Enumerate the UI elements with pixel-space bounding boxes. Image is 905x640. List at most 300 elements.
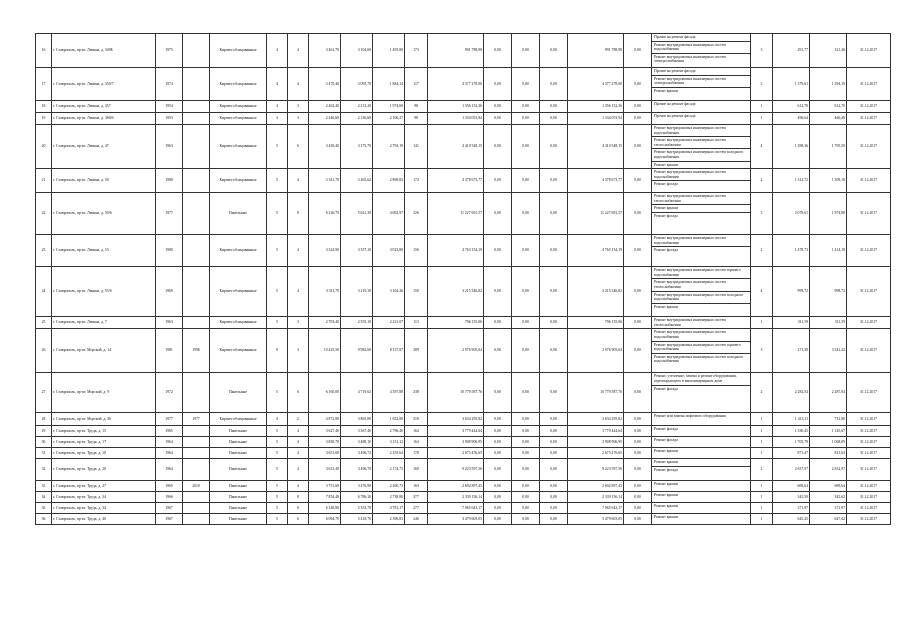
cell-max-unit-cost: 2 287,04 (810, 373, 847, 413)
table-row (36, 68, 891, 101)
cell-living-area: 3 367,40 (341, 426, 373, 437)
cell-living-area: 3 219,10 (341, 267, 373, 317)
table-row (36, 426, 891, 437)
cell-floors: 9 (267, 329, 288, 373)
cell-repair-cost: 9 223 597,56 (428, 459, 484, 481)
cell-build-year: 1967 (156, 514, 183, 525)
cell-owners-funds: 2 692 897,45 (568, 481, 624, 492)
cell-residents: 164 (405, 426, 428, 437)
work-item: Ремонт фасада (654, 182, 678, 187)
cell-owners-funds: 2 339 156,14 (568, 492, 624, 503)
cell-entrances: 4 (288, 459, 309, 481)
cell-floors: 4 (267, 68, 288, 101)
work-item: Ремонт фасада (654, 213, 678, 218)
work-item: Ремонт внутридомовых инженерных систем холодного водоснабжения (654, 354, 744, 364)
cell-build-year: 1954 (156, 101, 183, 113)
cell-works-count: 1 (751, 101, 773, 113)
cell-completion-date: 31.12.2017 (847, 101, 891, 113)
table-row (36, 373, 891, 413)
cell-entrances: 4 (288, 235, 309, 267)
cell-budget-share: 0,00 (512, 125, 540, 169)
cell-budget-share: 0,00 (512, 329, 540, 373)
cell-fund-share: 0,00 (484, 193, 512, 235)
cell-unit-cost: 645,45 (773, 514, 810, 525)
cell-other-funds: 0,00 (624, 459, 652, 481)
cell-other-funds: 0,00 (624, 481, 652, 492)
cell-max-unit-cost: 1 394,19 (810, 68, 847, 101)
cell-build-year: 1964 (156, 437, 183, 448)
cell-repair-cost: 2 692 897,45 (428, 481, 484, 492)
cell-total-area: 2 462,40 (309, 101, 341, 113)
cell-total-area: 3 461,70 (309, 34, 341, 68)
cell-completion-date: 31.12.2017 (847, 503, 891, 514)
cell-row-number: 36 (36, 514, 52, 525)
cell-works (652, 437, 751, 448)
cell-wall-material: Кирпич-облицованные (210, 101, 267, 113)
cell-fund-share: 0,00 (484, 317, 512, 329)
cell-budget-share: 0,00 (512, 267, 540, 317)
cell-reconstruction-year (183, 373, 210, 413)
cell-other-funds: 0,00 (624, 235, 652, 267)
cell-works (652, 426, 751, 437)
cell-residents: 246 (405, 514, 428, 525)
cell-wall-material: Панельные (210, 373, 267, 413)
cell-living-area: 3 476,90 (341, 481, 373, 492)
work-item: Ремонт или замена лифтового оборудования (654, 414, 726, 419)
cell-fund-share: 0,00 (484, 68, 512, 101)
cell-budget-share: 0,00 (512, 193, 540, 235)
cell-fund-share: 0,00 (484, 492, 512, 503)
table-row (36, 448, 891, 459)
work-item: Прочие на ремонт фасада (654, 102, 696, 106)
cell-unit-cost: 496,64 (773, 113, 810, 125)
cell-address: г. Ставрополь, пр-кт. Ленина, д. 350/7 (52, 68, 156, 101)
cell-living-area: 5 353,70 (341, 503, 373, 514)
cell-local-share: 0,00 (540, 193, 568, 235)
cell-reconstruction-year: 2010 (183, 481, 210, 492)
cell-address: г. Ставрополь, пр-кт. Ленина, д. 47 (52, 125, 156, 169)
cell-budget-share: 0,00 (512, 413, 540, 426)
cell-residents: 173 (405, 34, 428, 68)
table-row (36, 193, 891, 235)
cell-wall-material: Панельные (210, 481, 267, 492)
cell-total-area: 4 872,88 (309, 413, 341, 426)
cell-local-share: 0,00 (540, 34, 568, 68)
cell-budget-share: 0,00 (512, 68, 540, 101)
cell-works (652, 317, 751, 329)
cell-local-share: 0,00 (540, 459, 568, 481)
cell-entrances: 8 (288, 492, 309, 503)
cell-residents: 389 (405, 329, 428, 373)
cell-address: г. Ставрополь, пр-кт. Ленина, д. 50/6 (52, 193, 156, 235)
cell-row-number: 27 (36, 373, 52, 413)
cell-works-count: 1 (751, 448, 773, 459)
cell-works (652, 373, 751, 413)
table-row (36, 235, 891, 267)
cell-owners-funds: 1 356 152,36 (568, 101, 624, 113)
cell-unit-cost: 999,72 (773, 267, 810, 317)
work-item: Ремонт внутридомовых инженерных систем горячего водоснабжения (652, 342, 750, 354)
cell-total-area: 3 311,70 (309, 267, 341, 317)
cell-residents: 117 (405, 68, 428, 101)
work-item: Ремонт крыши (654, 482, 678, 487)
cell-max-unit-cost: 1 145,67 (810, 426, 847, 437)
cell-wall-material: Кирпич-облицованные (210, 317, 267, 329)
cell-wall-material: Кирпич-облицованные (210, 68, 267, 101)
table-row (36, 459, 891, 481)
cell-entrances: 4 (288, 267, 309, 317)
cell-fund-share: 0,00 (484, 113, 512, 125)
cell-works (652, 329, 751, 373)
cell-budget-share: 0,00 (512, 317, 540, 329)
cell-residents: 98 (405, 113, 428, 125)
work-item: Ремонт внутридомовых инженерных систем водоснабжения (652, 169, 750, 181)
cell-local-share: 0,00 (540, 373, 568, 413)
cell-owners-funds: 7 065 643,17 (568, 503, 624, 514)
cell-other-funds: 0,00 (624, 113, 652, 125)
cell-premises-area: 4 692,97 (373, 193, 405, 235)
cell-local-share: 0,00 (540, 317, 568, 329)
cell-works-count: 2 (751, 169, 773, 193)
table-row (36, 514, 891, 525)
cell-fund-share: 0,00 (484, 329, 512, 373)
cell-reconstruction-year (183, 437, 210, 448)
cell-budget-share: 0,00 (512, 113, 540, 125)
cell-total-area: 3 324,90 (309, 235, 341, 267)
cell-row-number: 19 (36, 113, 52, 125)
cell-entrances: 6 (288, 125, 309, 169)
cell-repair-cost: 4 410 548,15 (428, 125, 484, 169)
cell-residents: 164 (405, 437, 428, 448)
cell-premises-area: 3 151,12 (373, 437, 405, 448)
cell-repair-cost: 3 779 444,64 (428, 426, 484, 437)
cell-total-area: 3 470,40 (309, 68, 341, 101)
cell-owners-funds: 3 779 444,64 (568, 426, 624, 437)
cell-budget-share: 0,00 (512, 101, 540, 113)
cell-completion-date: 31.12.2017 (847, 448, 891, 459)
cell-floors: 5 (267, 481, 288, 492)
cell-reconstruction-year: 1996 (183, 329, 210, 373)
cell-works (652, 459, 751, 481)
cell-reconstruction-year (183, 448, 210, 459)
cell-repair-cost: 796 155,06 (428, 317, 484, 329)
cell-floors: 5 (267, 514, 288, 525)
cell-works (652, 481, 751, 492)
cell-address: г. Ставрополь, пр-кт. Труда, д. 18 (52, 448, 156, 459)
cell-fund-share: 0,00 (484, 448, 512, 459)
work-item: Ремонт внутридомовых инженерных систем водоснабжения (652, 42, 750, 54)
work-item: Ремонт крыши (652, 205, 750, 213)
cell-works (652, 169, 751, 193)
cell-works-count: 4 (751, 125, 773, 169)
work-item: Ремонт внутридомовых инженерных систем водоснабжения (652, 125, 750, 137)
cell-floors: 5 (267, 373, 288, 413)
work-item: Ремонт крыши (652, 459, 750, 467)
cell-reconstruction-year (183, 459, 210, 481)
cell-total-area: 2 703,40 (309, 317, 341, 329)
work-item: Ремонт крыши (654, 515, 678, 520)
cell-other-funds: 0,00 (624, 448, 652, 459)
cell-works (652, 235, 751, 267)
cell-owners-funds: 991 788,98 (568, 34, 624, 68)
table-row (36, 492, 891, 503)
cell-budget-share: 0,00 (512, 481, 540, 492)
cell-works-count: 1 (751, 481, 773, 492)
work-item: Ремонт внутридомовых инженерных систем водоснабжения (652, 329, 750, 341)
cell-repair-cost: 2 976 905,04 (428, 329, 484, 373)
cell-completion-date: 31.12.2017 (847, 459, 891, 481)
cell-fund-share: 0,00 (484, 235, 512, 267)
cell-fund-share: 0,00 (484, 101, 512, 113)
cell-works (652, 101, 751, 113)
cell-reconstruction-year (183, 426, 210, 437)
work-item: Ремонт крыши (654, 162, 678, 167)
cell-unit-cost: 871,47 (773, 448, 810, 459)
cell-repair-cost: 7 065 643,17 (428, 503, 484, 514)
cell-entrances: 4 (288, 68, 309, 101)
cell-budget-share: 0,00 (512, 448, 540, 459)
cell-budget-share: 0,00 (512, 235, 540, 267)
cell-total-area: 3 430,40 (309, 125, 341, 169)
cell-max-unit-cost: 2 632,97 (810, 459, 847, 481)
cell-premises-area: 4 781,17 (373, 503, 405, 514)
cell-build-year: 1972 (156, 373, 183, 413)
cell-floors: 5 (267, 317, 288, 329)
cell-works (652, 514, 751, 525)
cell-works-count: 3 (751, 193, 773, 235)
work-item: Ремонт внутридомовых инженерных систем электроснабжения (652, 76, 750, 88)
cell-works (652, 492, 751, 503)
cell-entrances: 6 (288, 373, 309, 413)
cell-reconstruction-year (183, 317, 210, 329)
cell-entrances: 3 (288, 101, 309, 113)
cell-premises-area: 1 974,60 (373, 101, 405, 113)
cell-repair-cost: 3 908 906,95 (428, 437, 484, 448)
cell-build-year: 1980 (156, 235, 183, 267)
work-item: Ремонт внутридомовых инженерных систем водоснабжения (652, 235, 750, 247)
cell-living-area: 9 982,60 (341, 329, 373, 373)
cell-max-unit-cost: 612,70 (810, 101, 847, 113)
cell-wall-material: Кирпич-облицованные (210, 34, 267, 68)
cell-total-area: 3 631,48 (309, 459, 341, 481)
cell-other-funds: 0,00 (624, 317, 652, 329)
cell-entrances: 8 (288, 193, 309, 235)
cell-completion-date: 31.12.2017 (847, 267, 891, 317)
cell-wall-material: Панельные (210, 193, 267, 235)
cell-completion-date: 31.12.2017 (847, 317, 891, 329)
cell-other-funds: 0,00 (624, 329, 652, 373)
table-row (36, 267, 891, 317)
cell-residents: 238 (405, 373, 428, 413)
cell-floors: 4 (267, 413, 288, 426)
cell-completion-date: 31.12.2017 (847, 437, 891, 448)
cell-reconstruction-year (183, 514, 210, 525)
cell-build-year: 1977 (156, 193, 183, 235)
cell-budget-share: 0,00 (512, 492, 540, 503)
table-row (36, 317, 891, 329)
cell-unit-cost: 291,77 (773, 34, 810, 68)
cell-fund-share: 0,00 (484, 413, 512, 426)
cell-local-share: 0,00 (540, 413, 568, 426)
cell-reconstruction-year (183, 503, 210, 514)
cell-completion-date: 31.12.2017 (847, 481, 891, 492)
cell-build-year: 1969 (156, 267, 183, 317)
cell-fund-share: 0,00 (484, 437, 512, 448)
cell-residents: 98 (405, 101, 428, 113)
cell-total-area: 6 094,79 (309, 514, 341, 525)
cell-address: г. Ставрополь, пр-кт. Труда, д. 17 (52, 437, 156, 448)
cell-max-unit-cost: 689,64 (810, 481, 847, 492)
cell-row-number: 18 (36, 101, 52, 113)
cell-wall-material: Кирпич-облицованные (210, 329, 267, 373)
work-item: Ремонт крыши (654, 304, 678, 309)
work-item: Ремонт внутридомовых инженерных систем теплоснабжения (652, 137, 750, 149)
cell-floors: 4 (267, 34, 288, 68)
cell-budget-share: 0,00 (512, 169, 540, 193)
cell-total-area: 3 651,68 (309, 448, 341, 459)
cell-living-area: 3 357,10 (341, 235, 373, 267)
cell-reconstruction-year: 1977 (183, 413, 210, 426)
cell-total-area: 6 160,00 (309, 373, 341, 413)
cell-unit-cost: 371,97 (773, 503, 810, 514)
cell-unit-cost: 311,59 (773, 317, 810, 329)
cell-premises-area: 2 221,07 (373, 317, 405, 329)
cell-residents: 172 (405, 169, 428, 193)
cell-premises-area: 1 884,14 (373, 68, 405, 101)
cell-repair-cost: 1 356 152,36 (428, 101, 484, 113)
cell-works-count: 2 (751, 459, 773, 481)
cell-entrances: 8 (288, 503, 309, 514)
cell-wall-material: Кирпич-облицованные (210, 235, 267, 267)
cell-owners-funds: 3 215 346,82 (568, 267, 624, 317)
cell-works-count: 2 (751, 235, 773, 267)
cell-other-funds: 0,00 (624, 426, 652, 437)
cell-completion-date: 31.12.2017 (847, 34, 891, 68)
cell-residents: 163 (405, 481, 428, 492)
cell-living-area: 2 136,60 (341, 113, 373, 125)
cell-works-count: 3 (751, 34, 773, 68)
cell-address: г. Ставрополь, пр-кт. Ленина, д. 50 (52, 169, 156, 193)
cell-floors: 5 (267, 267, 288, 317)
cell-works (652, 448, 751, 459)
cell-completion-date: 31.12.2017 (847, 125, 891, 169)
cell-repair-cost: 2 339 156,14 (428, 492, 484, 503)
cell-local-share: 0,00 (540, 481, 568, 492)
table-row (36, 34, 891, 68)
cell-wall-material: Кирпич-облицованные (210, 413, 267, 426)
cell-premises-area: 2 260,73 (373, 481, 405, 492)
cell-fund-share: 0,00 (484, 481, 512, 492)
cell-wall-material: Кирпич-облицованные (210, 125, 267, 169)
cell-owners-funds: 3 479 603,05 (568, 514, 624, 525)
cell-address: г. Ставрополь, пр-кт. Труда, д. 27 (52, 481, 156, 492)
cell-budget-share: 0,00 (512, 426, 540, 437)
cell-fund-share: 0,00 (484, 267, 512, 317)
cell-entrances: 4 (288, 481, 309, 492)
cell-reconstruction-year (183, 492, 210, 503)
cell-row-number: 26 (36, 329, 52, 373)
cell-repair-cost: 10 779 587,76 (428, 373, 484, 413)
cell-row-number: 20 (36, 125, 52, 169)
cell-total-area: 3 627,40 (309, 426, 341, 437)
cell-max-unit-cost: 1 414,18 (810, 235, 847, 267)
cell-living-area: 3 496,70 (341, 459, 373, 481)
cell-residents: 156 (405, 235, 428, 267)
cell-living-area: 5 621,30 (341, 193, 373, 235)
cell-works (652, 68, 751, 101)
cell-works-count: 1 (751, 437, 773, 448)
cell-max-unit-cost: 311,59 (810, 317, 847, 329)
table-row (36, 503, 891, 514)
cell-build-year: 1975 (156, 34, 183, 68)
cell-residents: 141 (405, 125, 428, 169)
cell-build-year: 1966 (156, 492, 183, 503)
table-row (36, 125, 891, 169)
cell-budget-share: 0,00 (512, 503, 540, 514)
cell-other-funds: 0,00 (624, 437, 652, 448)
cell-wall-material: Панельные (210, 459, 267, 481)
cell-living-area: 2 213,20 (341, 101, 373, 113)
cell-total-area: 6 148,80 (309, 503, 341, 514)
cell-wall-material: Кирпич-облицованные (210, 113, 267, 125)
cell-budget-share: 0,00 (512, 459, 540, 481)
cell-living-area: 6 786,10 (341, 492, 373, 503)
cell-residents: 113 (405, 317, 428, 329)
cell-entrances: 4 (288, 426, 309, 437)
cell-premises-area: 2 106,27 (373, 113, 405, 125)
cell-works-count: 1 (751, 503, 773, 514)
work-item: Ремонт внутридомовых инженерных систем электроснабжения (654, 54, 726, 64)
cell-completion-date: 31.12.2017 (847, 413, 891, 426)
work-item: Ремонт фасада (654, 427, 678, 432)
cell-fund-share: 0,00 (484, 169, 512, 193)
cell-address: г. Ставрополь, пр-кт. Труда, д. 40 (52, 514, 156, 525)
cell-address: г. Ставрополь, пр-кт. Труда, д. 15 (52, 426, 156, 437)
cell-premises-area: 2 738,80 (373, 492, 405, 503)
work-item: Прочие на ремонт фасада (652, 68, 750, 76)
cell-other-funds: 0,00 (624, 503, 652, 514)
cell-local-share: 0,00 (540, 448, 568, 459)
cell-reconstruction-year (183, 68, 210, 101)
cell-total-area: 3 341,70 (309, 169, 341, 193)
cell-total-area: 6 226,79 (309, 193, 341, 235)
cell-living-area: 5 418,70 (341, 514, 373, 525)
cell-floors: 5 (267, 459, 288, 481)
cell-max-unit-cost: 371,97 (810, 503, 847, 514)
cell-build-year: 1963 (156, 125, 183, 169)
cell-build-year: 1981 (156, 329, 183, 373)
cell-completion-date: 31.12.2017 (847, 68, 891, 101)
cell-completion-date: 31.12.2017 (847, 492, 891, 503)
cell-wall-material: Панельные (210, 503, 267, 514)
cell-living-area: 3 095,70 (341, 68, 373, 101)
cell-reconstruction-year (183, 193, 210, 235)
cell-build-year: 1963 (156, 317, 183, 329)
cell-row-number: 29 (36, 426, 52, 437)
cell-total-area: 10 425,50 (309, 329, 341, 373)
cell-floors: 5 (267, 437, 288, 448)
work-item: Ремонт фасада (654, 467, 678, 472)
cell-build-year: 1965 (156, 481, 183, 492)
cell-works (652, 267, 751, 317)
cell-local-share: 0,00 (540, 503, 568, 514)
cell-works-count: 1 (751, 413, 773, 426)
table-row (36, 169, 891, 193)
cell-completion-date: 31.12.2017 (847, 169, 891, 193)
cell-wall-material: Панельные (210, 426, 267, 437)
cell-budget-share: 0,00 (512, 437, 540, 448)
cell-address: г. Ставрополь, пр-кт. Труда, д. 34 (52, 503, 156, 514)
